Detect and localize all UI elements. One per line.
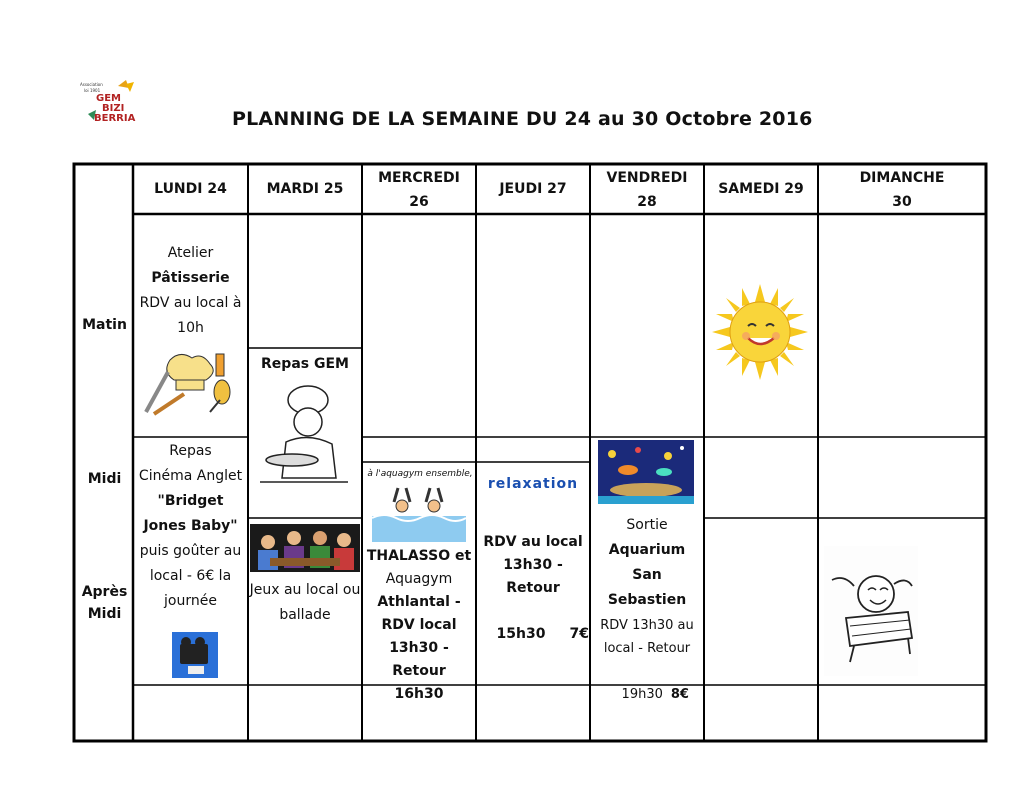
day-header-line: MARDI 25 [266, 181, 344, 197]
activity-line: RDV local [381, 617, 457, 633]
vendredi-details [590, 614, 704, 729]
day-header-jeudi [476, 177, 590, 201]
day-header-line: VENDREDI [606, 170, 688, 186]
activity-line: local - Retour [603, 641, 691, 656]
day-header-line: DIMANCHE [859, 170, 945, 186]
activity-line: Aquagym [385, 571, 453, 587]
baking-tools-icon [140, 350, 240, 420]
day-header-line: LUNDI 24 [154, 181, 227, 197]
price: 7€ [569, 626, 589, 642]
logo-line-1: Association [80, 82, 103, 87]
activity-line: RDV au local [483, 534, 583, 550]
chef-cooking-illustration [256, 382, 352, 492]
cinema-film-icon [172, 632, 218, 678]
mardi-repas-gem: Repas GEM [261, 356, 349, 372]
activity-line: Atelier [167, 245, 214, 261]
activity-line: 13h30 - Retour [389, 640, 449, 679]
sun-smiley-icon [712, 284, 808, 380]
lundi-midi-activity [133, 439, 248, 614]
mercredi-activity [362, 545, 476, 706]
friends-at-table-photo [250, 524, 360, 572]
day-header-mercredi [362, 166, 476, 214]
day-header-vendredi [590, 166, 704, 214]
logo-gem: GEM [96, 93, 121, 104]
return-time: 19h30 [621, 687, 663, 702]
period-line: Après [81, 584, 128, 600]
activity-line: journée [164, 593, 217, 609]
day-header-mardi [248, 177, 362, 201]
activity-line: Athlantal - [377, 594, 461, 610]
lundi-matin-activity [133, 241, 248, 341]
price: 8€ [670, 687, 689, 702]
empty-cell [254, 220, 255, 221]
activity-line: ballade [279, 607, 331, 623]
period-midi: Midi [87, 471, 122, 487]
logo-bizi: BIZI [102, 103, 125, 114]
activity-line: San [632, 567, 662, 583]
page-title: PLANNING DE LA SEMAINE DU 24 au 30 Octobre 2016 [232, 108, 813, 130]
logo-line-2: loi 1901 [84, 88, 101, 93]
day-header-dimanche [818, 166, 986, 214]
activity-line: Aquarium [608, 542, 686, 558]
day-header-line: 26 [409, 194, 429, 210]
mardi-apres-midi-activity [248, 578, 362, 628]
jeudi-activity [476, 531, 590, 669]
activity-line: local - 6€ la [149, 568, 232, 584]
day-header-lundi [133, 177, 248, 201]
activity-line: Repas [169, 443, 212, 459]
activity-line: Sortie [626, 517, 668, 533]
activity-line: Pâtisserie [151, 270, 230, 286]
activity-line: RDV au local à [139, 295, 242, 311]
activity-line: RDV 13h30 au [600, 618, 694, 633]
activity-line: puis goûter au [139, 543, 242, 559]
aquarium-fish-illustration [598, 440, 694, 504]
period-matin: Matin [82, 317, 127, 333]
period-line: Midi [87, 606, 122, 622]
logo-berria: BERRIA [94, 113, 136, 124]
activity-line: Jeux au local ou [249, 582, 361, 598]
activity-line: "Bridget [157, 493, 224, 509]
relaxation-label: relaxation [487, 476, 579, 492]
day-header-line: SAMEDI 29 [718, 181, 804, 197]
activity-line: 10h [177, 320, 204, 336]
day-header-samedi [704, 177, 818, 201]
activity-line: 13h30 - Retour [503, 557, 563, 596]
return-time: 15h30 [496, 626, 546, 642]
day-header-line: MERCREDI [378, 170, 460, 186]
aquagym-caption: à l'aquagym ensemble, [367, 469, 473, 479]
activity-line [476, 600, 590, 669]
activity-line [590, 660, 704, 729]
aquagym-swimmers-icon [372, 486, 466, 542]
activity-line: THALASSO et [366, 548, 472, 564]
day-header-line: 30 [892, 194, 912, 210]
day-header-line: 28 [637, 194, 657, 210]
day-header-line: JEUDI 27 [499, 181, 567, 197]
activity-line: Cinéma Anglet [138, 468, 243, 484]
activity-line: Sebastien [607, 592, 687, 608]
relaxing-character-illustration [824, 546, 918, 676]
activity-line: 16h30 [394, 686, 444, 702]
vendredi-activity [590, 513, 704, 613]
activity-line: Jones Baby" [143, 518, 238, 534]
period-apres-midi [76, 581, 133, 625]
